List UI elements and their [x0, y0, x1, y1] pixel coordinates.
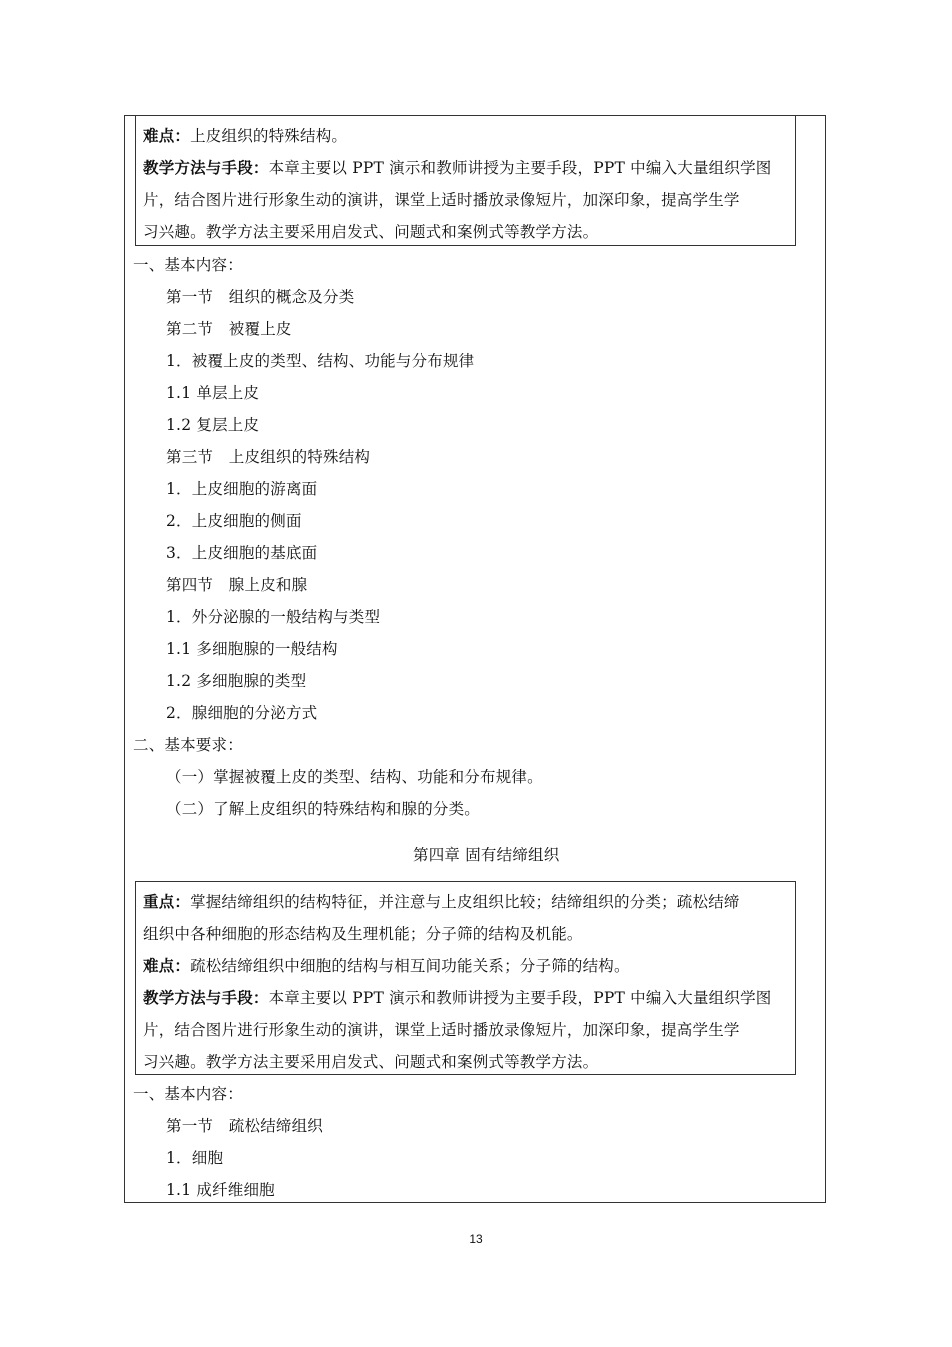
chapter4-method-line-1: 教学方法与手段：本章主要以 PPT 演示和教师讲授为主要手段，PPT 中编入大量组织学图: [143, 988, 772, 1007]
chapter3-content-item: 3．上皮细胞的基底面: [166, 544, 318, 562]
chapter3-difficulty: 难点：上皮组织的特殊结构。: [143, 126, 348, 145]
chapter4-key-line-1: 重点：掌握结缔组织的结构特征，并注意与上皮组织比较；结缔组织的分类；疏松结缔: [143, 892, 740, 911]
chapter3-method-line-1: 教学方法与手段：本章主要以 PPT 演示和教师讲授为主要手段，PPT 中编入大量组织学图: [143, 158, 772, 177]
chapter3-content-item: 1．上皮细胞的游离面: [166, 480, 318, 498]
chapter4-method-line-2: 片，结合图片进行形象生动的演讲，课堂上适时播放录像短片，加深印象，提高学生学: [143, 1021, 740, 1039]
page-number: 13: [469, 1232, 483, 1246]
chapter3-content-item: 第四节 腺上皮和腺: [166, 576, 308, 594]
chapter3-content-item: 1.2 复层上皮: [166, 416, 260, 434]
chapter3-content-item: 1.1 多细胞腺的一般结构: [166, 640, 338, 658]
chapter4-content-heading: 一、基本内容：: [133, 1085, 243, 1103]
chapter4-content-item: 1.1 成纤维细胞: [166, 1181, 275, 1199]
chapter3-content-item: 1．被覆上皮的类型、结构、功能与分布规律: [166, 352, 475, 370]
chapter4-content-item: 1．细胞: [166, 1149, 224, 1167]
chapter3-requirement-item: （一）掌握被覆上皮的类型、结构、功能和分布规律。: [166, 768, 543, 786]
chapter3-content-item: 1．外分泌腺的一般结构与类型: [166, 608, 381, 626]
chapter3-content-item: 2．腺细胞的分泌方式: [166, 704, 318, 722]
chapter3-content-item: 2．上皮细胞的侧面: [166, 512, 302, 530]
chapter4-content-item: 第一节 疏松结缔组织: [166, 1117, 324, 1135]
chapter4-title: 第四章 固有结缔组织: [413, 846, 560, 864]
chapter3-content-item: 1.1 单层上皮: [166, 384, 260, 402]
chapter3-content-item: 第二节 被覆上皮: [166, 320, 292, 338]
chapter3-content-item: 第一节 组织的概念及分类: [166, 288, 355, 306]
chapter3-content-item: 1.2 多细胞腺的类型: [166, 672, 307, 690]
chapter4-difficulty: 难点：疏松结缔组织中细胞的结构与相互间功能关系；分子筛的结构。: [143, 956, 630, 975]
chapter4-key-line-2: 组织中各种细胞的形态结构及生理机能；分子筛的结构及机能。: [143, 925, 583, 943]
chapter3-method-line-2: 片，结合图片进行形象生动的演讲，课堂上适时播放录像短片，加深印象，提高学生学: [143, 191, 740, 209]
chapter3-requirements-heading: 二、基本要求：: [133, 736, 243, 754]
chapter3-method-line-3: 习兴趣。教学方法主要采用启发式、问题式和案例式等教学方法。: [143, 223, 599, 241]
chapter3-content-item: 第三节 上皮组织的特殊结构: [166, 448, 371, 466]
chapter3-content-heading: 一、基本内容：: [133, 256, 243, 274]
chapter3-requirement-item: （二）了解上皮组织的特殊结构和腺的分类。: [166, 800, 481, 818]
chapter4-method-line-3: 习兴趣。教学方法主要采用启发式、问题式和案例式等教学方法。: [143, 1053, 599, 1071]
